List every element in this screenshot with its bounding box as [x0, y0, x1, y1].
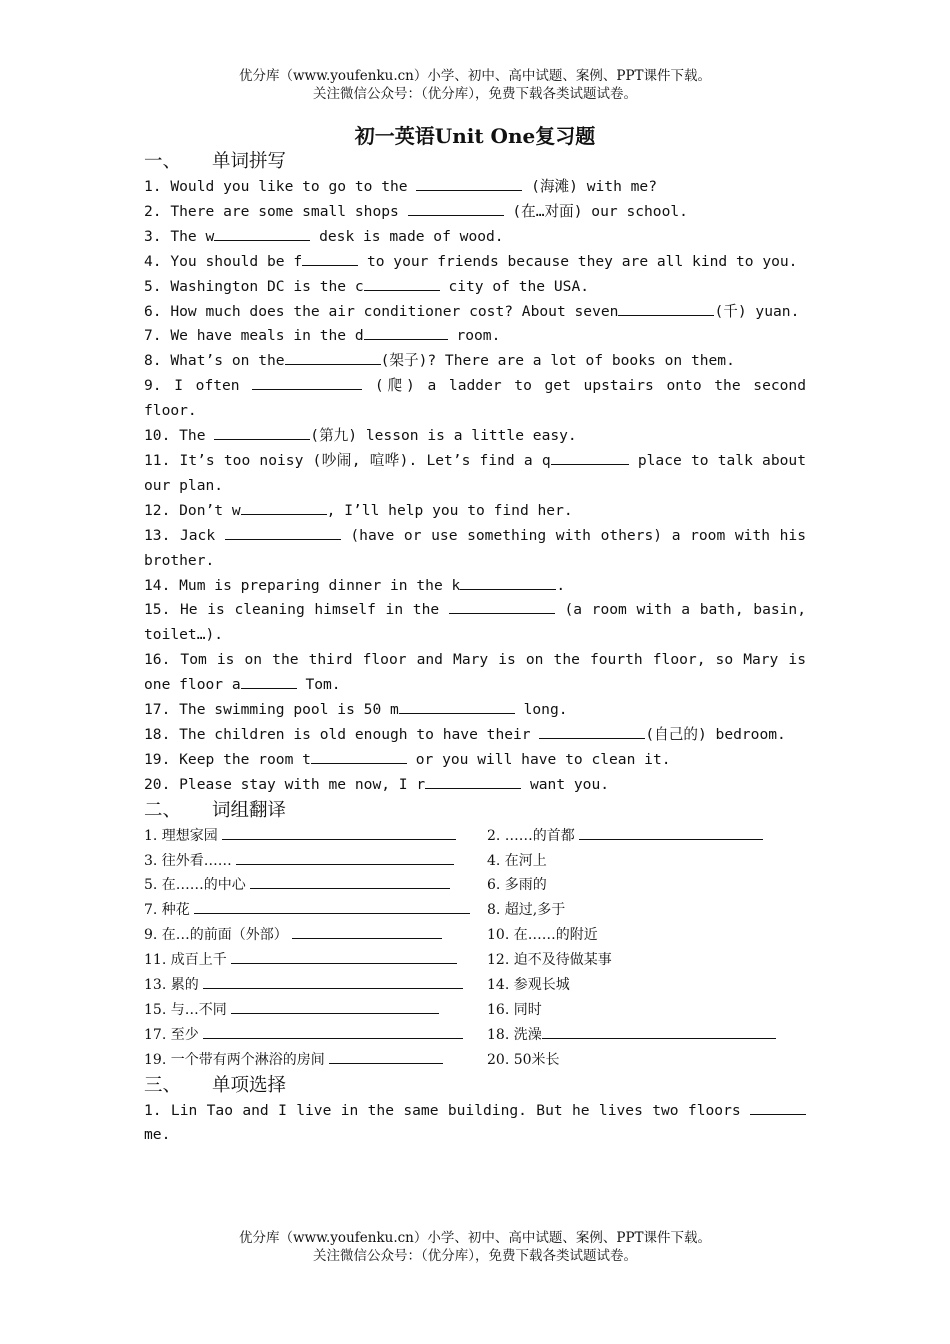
page-header — [0, 67, 950, 103]
answer-blank[interactable] — [329, 1048, 443, 1064]
footer-line-2: 关注微信公众号：（优分库），免费下载各类试题试卷。 — [313, 1248, 637, 1264]
phrase-row — [144, 873, 806, 898]
answer-blank[interactable] — [618, 300, 714, 316]
question-6: 6. How much does the air conditioner cost? About seven (千) yuan. — [144, 300, 806, 325]
section-3-heading — [144, 1073, 806, 1099]
answer-blank[interactable] — [302, 250, 358, 266]
phrase-item-7: 7. 种花 — [144, 902, 190, 919]
question-14: 14. Mum is preparing dinner in the k . — [144, 574, 806, 599]
answer-blank[interactable] — [449, 598, 555, 614]
question-20: 20. Please stay with me now, I r want you. — [144, 773, 806, 798]
phrase-item-19: 19. 一个带有两个淋浴的房间 — [144, 1051, 325, 1068]
answer-blank[interactable] — [416, 175, 522, 191]
answer-blank[interactable] — [214, 424, 310, 440]
section-1-title: 单词拼写 — [212, 151, 287, 172]
answer-blank[interactable] — [364, 324, 448, 340]
answer-blank[interactable] — [408, 200, 504, 216]
phrase-item-18: 18. 洗澡 — [487, 1026, 542, 1043]
phrase-item-1: 1. 理想家园 — [144, 827, 218, 844]
phrase-item-12: 12. 迫不及待做某事 — [487, 952, 612, 969]
phrase-item-6: 6. 多雨的 — [487, 877, 547, 894]
question-5: 5. Washington DC is the c city of the USA. — [144, 275, 806, 300]
answer-blank[interactable] — [460, 574, 556, 590]
page-footer — [0, 1229, 950, 1265]
section-2-heading — [144, 798, 806, 824]
phrase-item-9: 9. 在…的前面（外部） — [144, 927, 288, 944]
question-3: 3. The w desk is made of wood. — [144, 225, 806, 250]
answer-blank[interactable] — [203, 1023, 463, 1039]
question-4: 4. You should be f to your friends because they are all kind to you. — [144, 250, 806, 275]
phrase-row — [144, 898, 806, 923]
phrase-row — [144, 923, 806, 948]
question-10: 10. The (第九) lesson is a little easy. — [144, 424, 806, 449]
section-1-heading — [144, 149, 806, 175]
answer-blank[interactable] — [222, 824, 456, 840]
section-3-title: 单项选择 — [212, 1074, 287, 1096]
phrase-row — [144, 824, 806, 849]
question-8: 8. What’s on the (架子)? There are a lot of books on them. — [144, 349, 806, 374]
phrase-row — [144, 948, 806, 973]
mc-question-1: 1. Lin Tao and I live in the same building. But he lives two floors me. — [144, 1099, 806, 1149]
question-12: 12. Don’t w , I’ll help you to find her. — [144, 499, 806, 524]
phrase-row — [144, 973, 806, 998]
header-line-1: 优分库（www.youfenku.cn）小学、初中、高中试题、案例、PPT课件下载。 — [238, 68, 712, 84]
question-17: 17. The swimming pool is 50 m long. — [144, 698, 806, 723]
answer-blank[interactable] — [214, 225, 310, 241]
question-11: 11. It’s too noisy (吵闹, 喧哗). Let’s find a q place to talk about our plan. — [144, 449, 806, 499]
phrase-item-15: 15. 与…不同 — [144, 1001, 227, 1018]
phrase-translation-list — [144, 824, 806, 1073]
phrase-row — [144, 1048, 806, 1073]
phrase-row — [144, 998, 806, 1023]
question-7: 7. We have meals in the d room. — [144, 324, 806, 349]
section-3-number: 三、 — [144, 1074, 182, 1096]
answer-blank[interactable] — [542, 1023, 776, 1039]
question-1: 1. Would you like to go to the (海滩) with me? — [144, 175, 806, 200]
phrase-item-16: 16. 同时 — [487, 1001, 542, 1018]
worksheet-body — [144, 149, 806, 1148]
answer-blank[interactable] — [241, 673, 297, 689]
footer-line-1: 优分库（www.youfenku.cn）小学、初中、高中试题、案例、PPT课件下载。 — [238, 1230, 712, 1246]
answer-blank[interactable] — [231, 948, 457, 964]
phrase-item-17: 17. 至少 — [144, 1026, 199, 1043]
phrase-item-13: 13. 累的 — [144, 977, 199, 993]
answer-blank[interactable] — [750, 1099, 806, 1115]
phrase-item-4: 4. 在河上 — [487, 852, 547, 869]
section-2-title: 词组翻译 — [212, 799, 287, 821]
section-2-number: 二、 — [144, 799, 182, 821]
phrase-item-11: 11. 成百上千 — [144, 952, 227, 969]
page-title: 初一英语Unit One复习题 — [354, 124, 596, 148]
answer-blank[interactable] — [203, 973, 463, 989]
question-2: 2. There are some small shops (在…对面) our school. — [144, 200, 806, 225]
phrase-item-3: 3. 往外看…… — [144, 852, 232, 869]
phrase-row — [144, 1023, 806, 1048]
question-15: 15. He is cleaning himself in the (a room with a bath, basin, toilet…). — [144, 598, 806, 648]
answer-blank[interactable] — [231, 998, 439, 1014]
answer-blank[interactable] — [236, 849, 454, 865]
answer-blank[interactable] — [194, 898, 470, 914]
answer-blank[interactable] — [241, 499, 327, 515]
phrase-item-2: 2. ……的首都 — [487, 827, 575, 844]
question-13: 13. Jack (have or use something with others) a room with his brother. — [144, 524, 806, 574]
section-1-number: 一、 — [144, 151, 182, 172]
phrase-item-8: 8. 超过,多于 — [487, 902, 566, 919]
answer-blank[interactable] — [539, 723, 645, 739]
question-9: 9. I often (爬) a ladder to get upstairs onto the second floor. — [144, 374, 806, 424]
answer-blank[interactable] — [364, 275, 440, 291]
answer-blank[interactable] — [250, 873, 450, 889]
phrase-item-5: 5. 在……的中心 — [144, 877, 246, 894]
answer-blank[interactable] — [399, 698, 515, 714]
answer-blank[interactable] — [292, 923, 442, 939]
question-19: 19. Keep the room t or you will have to clean it. — [144, 748, 806, 773]
answer-blank[interactable] — [225, 524, 341, 540]
question-16: 16. Tom is on the third floor and Mary is on the fourth floor, so Mary is one floor a Tom. — [144, 651, 806, 694]
answer-blank[interactable] — [425, 773, 521, 789]
answer-blank[interactable] — [285, 349, 381, 365]
answer-blank[interactable] — [579, 824, 763, 840]
answer-blank[interactable] — [252, 374, 362, 390]
phrase-item-10: 10. 在……的附近 — [487, 927, 598, 944]
answer-blank[interactable] — [311, 748, 407, 764]
phrase-item-14: 14. 参观长城 — [487, 977, 570, 993]
phrase-item-20: 20. 50米长 — [487, 1051, 560, 1068]
header-line-2: 关注微信公众号：（优分库），免费下载各类试题试卷。 — [313, 86, 637, 102]
question-18: 18. The children is old enough to have their (自己的) bedroom. — [144, 723, 806, 748]
phrase-row — [144, 849, 806, 874]
answer-blank[interactable] — [551, 449, 629, 465]
